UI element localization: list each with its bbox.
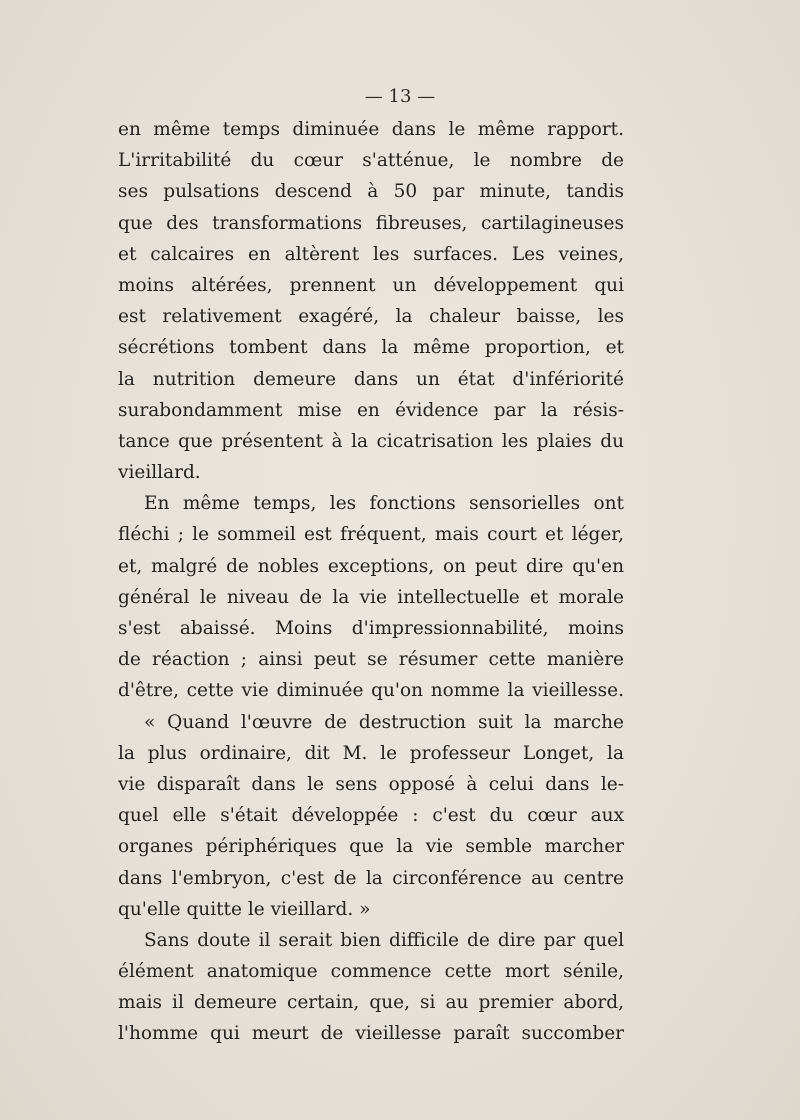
text-line: Sans doute il serait bien difficile de dire par quel bbox=[144, 929, 624, 951]
text-line: et, malgré de nobles exceptions, on peut dire qu'en bbox=[118, 555, 624, 577]
text-line: En même temps, les fonctions sensorielles ont bbox=[144, 493, 624, 515]
text-line: s'est abaissé. Moins d'impressionnabilité, moins bbox=[118, 618, 624, 639]
text-line: ses pulsations descend à 50 par minute, tandis bbox=[118, 181, 624, 203]
text-line: sécrétions tombent dans la même proportion, et bbox=[118, 337, 624, 359]
text-line: que des transformations fibreuses, cartilagineuses bbox=[118, 212, 624, 234]
text-line: L'irritabilité du cœur s'atténue, le nombre de bbox=[118, 150, 624, 172]
text-line: de réaction ; ainsi peut se résumer cette manière bbox=[118, 649, 624, 671]
text-line: fléchi ; le sommeil est fréquent, mais court et léger, bbox=[118, 524, 624, 546]
body-text bbox=[118, 114, 624, 1050]
text-line: et calcaires en altèrent les surfaces. Les veines, bbox=[118, 243, 624, 265]
text-line: l'homme qui meurt de vieillesse paraît succomber bbox=[118, 1023, 624, 1045]
text-line: « Quand l'œuvre de destruction suit la marche bbox=[144, 711, 624, 733]
text-line: la nutrition demeure dans un état d'infériorité bbox=[118, 368, 624, 390]
text-line: qu'elle quitte le vieillard. » bbox=[118, 898, 371, 920]
text-line: moins altérées, prennent un développement qui bbox=[118, 274, 624, 296]
text-line: vieillard. bbox=[118, 462, 201, 484]
page-number: — 13 — bbox=[364, 86, 436, 107]
text-line: quel elle s'était développée : c'est du cœur aux bbox=[118, 805, 624, 827]
text-line: mais il demeure certain, que, si au premier abord, bbox=[118, 992, 624, 1014]
text-line: d'être, cette vie diminuée qu'on nomme la vieillesse. bbox=[118, 680, 624, 702]
text-line: dans l'embryon, c'est de la circonférence au centre bbox=[118, 867, 624, 889]
text-line: en même temps diminuée dans le même rapport. bbox=[118, 119, 624, 140]
text-line: organes périphériques que la vie semble marcher bbox=[118, 836, 624, 858]
text-line: surabondamment mise en évidence par la résis- bbox=[118, 399, 624, 421]
text-line: vie disparaît dans le sens opposé à celui dans le- bbox=[118, 773, 624, 795]
text-line: est relativement exagéré, la chaleur baisse, les bbox=[118, 306, 624, 328]
text-line: élément anatomique commence cette mort sénile, bbox=[118, 961, 624, 983]
text-line: la plus ordinaire, dit M. le professeur Longet, la bbox=[118, 742, 624, 764]
text-line: général le niveau de la vie intellectuelle et morale bbox=[118, 586, 624, 608]
text-line: tance que présentent à la cicatrisation les plaies du bbox=[118, 430, 624, 452]
